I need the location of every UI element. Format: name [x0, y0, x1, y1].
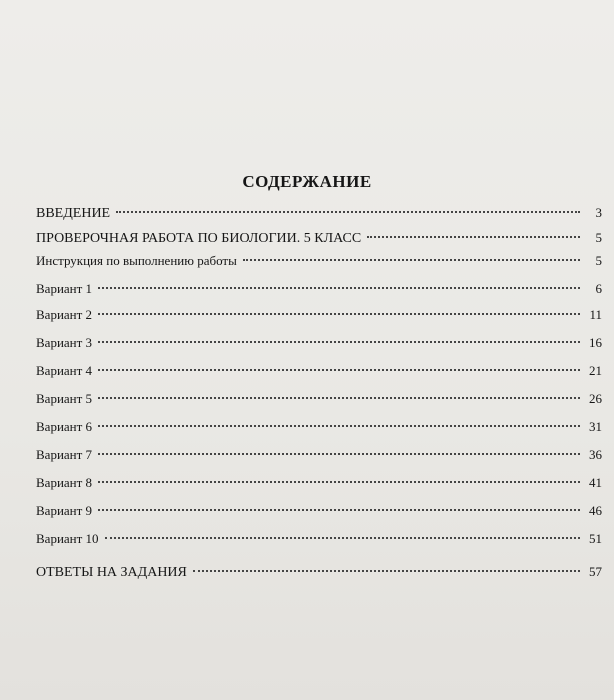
toc-label: Вариант 9 [36, 503, 93, 518]
toc-leader-dots [105, 537, 580, 539]
toc-label: Вариант 1 [36, 281, 93, 296]
toc-entry [36, 253, 602, 273]
toc-label: Вариант 7 [36, 447, 93, 462]
toc-label: Вариант 8 [36, 475, 93, 490]
toc-entry [36, 419, 602, 439]
toc-page-number: 46 [589, 503, 602, 518]
toc-leader-dots [98, 481, 580, 483]
toc-page-number: 5 [595, 253, 602, 268]
toc-entry [36, 531, 602, 551]
toc-entry [36, 363, 602, 383]
toc-entry [36, 230, 602, 250]
toc-leader-dots [193, 570, 580, 572]
toc-leader-dots [98, 287, 580, 289]
toc-label: ОТВЕТЫ НА ЗАДАНИЯ [36, 565, 187, 580]
toc-label: Вариант 6 [36, 419, 93, 434]
toc-leader-dots [98, 313, 580, 315]
toc-leader-dots [98, 341, 580, 343]
page-title: СОДЕРЖАНИЕ [242, 172, 372, 191]
toc-page-number: 26 [589, 391, 602, 406]
toc-page-number: 3 [595, 205, 602, 220]
toc-entry [36, 307, 602, 327]
toc-page-number: 16 [589, 335, 602, 350]
toc-entry [36, 447, 602, 467]
toc-page-number: 51 [589, 531, 602, 546]
toc-page-number: 11 [589, 307, 602, 322]
toc-entry [36, 205, 602, 225]
toc-page-number: 31 [589, 419, 602, 434]
toc-entry [36, 391, 602, 411]
toc-leader-dots [98, 397, 580, 399]
toc-page-number: 41 [589, 475, 602, 490]
toc-label: Вариант 4 [36, 363, 93, 378]
toc-page-number: 21 [589, 363, 602, 378]
toc-label: Вариант 5 [36, 391, 93, 406]
toc-entry [36, 475, 602, 495]
toc-page-number: 36 [589, 447, 602, 462]
toc-entry [36, 335, 602, 355]
toc-label: Вариант 3 [36, 335, 93, 350]
toc-label: Вариант 10 [36, 531, 99, 546]
toc-label: ВВЕДЕНИЕ [36, 206, 111, 221]
toc-leader-dots [98, 453, 580, 455]
toc-entry [36, 503, 602, 523]
toc-label: Инструкция по выполнению работы [36, 253, 237, 268]
toc-page-number: 5 [595, 230, 602, 245]
toc-leader-dots [98, 509, 580, 511]
toc-leader-dots [98, 425, 580, 427]
toc-entry [36, 564, 602, 584]
toc-leader-dots [367, 236, 580, 238]
toc-leader-dots [98, 369, 580, 371]
toc-leader-dots [116, 211, 580, 213]
toc-page-number: 6 [595, 281, 602, 296]
toc-label: Вариант 2 [36, 307, 93, 322]
toc-page-number: 57 [589, 564, 602, 579]
toc-entry [36, 281, 602, 301]
toc-label: ПРОВЕРОЧНАЯ РАБОТА ПО БИОЛОГИИ. 5 КЛАСС [36, 231, 362, 246]
toc-leader-dots [243, 259, 580, 261]
